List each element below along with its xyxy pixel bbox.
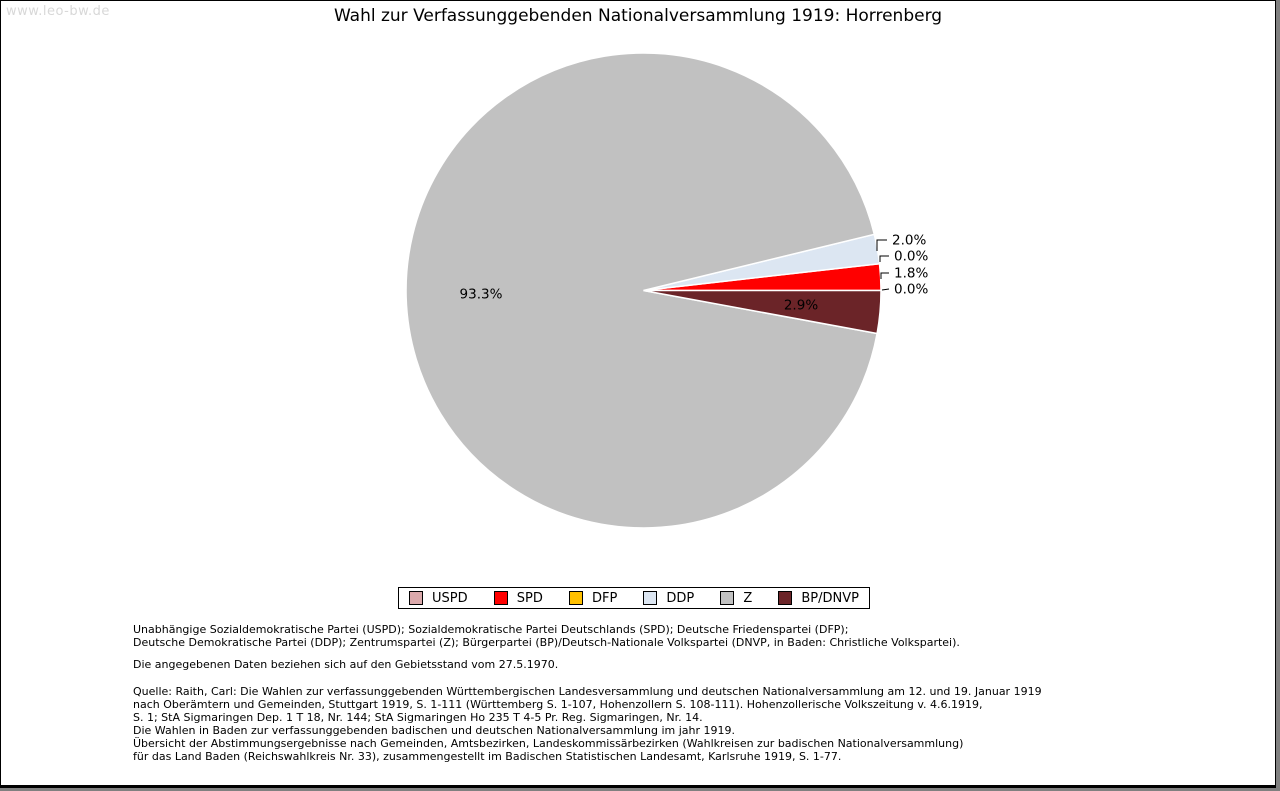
footnote-parties-line1: Unabhängige Sozialdemokratische Partei (USPD); Sozialdemokratische Partei Deutschlands (SPD); Deutsche Friedenspartei (DFP);	[133, 623, 849, 636]
legend-item-spd	[494, 591, 543, 606]
legend-swatch-bp-dnvp	[778, 591, 792, 605]
watermark: www.leo-bw.de	[6, 4, 110, 19]
legend-label-bp-dnvp: BP/DNVP	[801, 590, 859, 606]
footnote-source	[133, 685, 1042, 763]
footnote-data-note	[133, 658, 558, 671]
slice-label-Z: 93.3%	[459, 286, 503, 303]
slice-label-SPD: 1.8%	[894, 265, 929, 282]
footnote-parties-line2: Deutsche Demokratische Partei (DDP); Zentrumspartei (Z); Bürgerpartei (BP)/Deutsch-Nationale Volkspartei (DNVP, in Baden: Christliche Volkspartei).	[133, 636, 960, 649]
legend-label-uspd: USPD	[432, 590, 468, 606]
legend-item-dfp	[569, 591, 617, 606]
leader-line-SPD	[881, 273, 889, 279]
leader-line-DDP	[877, 240, 887, 251]
footnote-source-line1: Quelle: Raith, Carl: Die Wahlen zur verfassunggebenden Württembergischen Landesversammlung und deutschen Nationalversammlung am 12. und 19. Januar 1919	[133, 685, 1042, 698]
leader-line-DFP	[880, 256, 889, 262]
footnote-parties	[133, 623, 960, 649]
footnote-source-line4: Die Wahlen in Baden zur verfassunggebenden badischen und deutschen Nationalversammlung im jahr 1919.	[133, 724, 736, 737]
legend-item-z	[720, 591, 752, 606]
legend-label-z: Z	[743, 590, 753, 606]
legend	[398, 587, 870, 609]
legend-item-ddp	[643, 591, 694, 606]
slice-label-USPD: 0.0%	[894, 281, 929, 298]
footnote-source-line2: nach Oberämtern und Gemeinden, Stuttgart 1919, S. 1-111 (Württemberg S. 1-107, Hohenzollern S. 108-111). Hohenzollerische Volkszeitung v. 4.6.1919,	[133, 698, 983, 711]
chart-title: Wahl zur Verfassunggebenden Nationalversammlung 1919: Horrenberg	[333, 6, 943, 26]
legend-label-dfp: DFP	[591, 590, 618, 606]
footnote-data-note-line: Die angegebenen Daten beziehen sich auf den Gebietsstand vom 27.5.1970.	[133, 658, 559, 671]
legend-swatch-uspd	[409, 591, 423, 605]
legend-item-uspd	[409, 591, 468, 606]
footnote-source-line3: S. 1; StA Sigmaringen Dep. 1 T 18, Nr. 144; StA Sigmaringen Ho 235 T 4-5 Pr. Reg. Sigmaringen, Nr. 14.	[133, 711, 703, 724]
slice-label-DFP: 0.0%	[894, 248, 929, 265]
legend-swatch-ddp	[643, 591, 657, 605]
legend-item-bp-dnvp	[778, 591, 859, 606]
legend-swatch-spd	[494, 591, 508, 605]
slice-label-BP/DNVP: 2.9%	[783, 297, 819, 314]
footnote-source-line5: Übersicht der Abstimmungsergebnisse nach Gemeinden, Amtsbezirken, Landeskommissärbezirken (Wahlkreisen zur badischen Nationalversammlung)	[133, 737, 964, 750]
footnote-source-line6: für das Land Baden (Reichswahlkreis Nr. 33), zusammengestellt im Badischen Statistischen Landesamt, Karlsruhe 1919, S. 1-77.	[133, 750, 842, 763]
pie-chart	[1, 1, 1276, 581]
legend-swatch-z	[720, 591, 734, 605]
leader-line-USPD	[882, 289, 889, 290]
legend-label-ddp: DDP	[666, 590, 695, 606]
slice-label-DDP: 2.0%	[892, 232, 927, 249]
legend-label-spd: SPD	[516, 590, 543, 606]
legend-swatch-dfp	[569, 591, 583, 605]
